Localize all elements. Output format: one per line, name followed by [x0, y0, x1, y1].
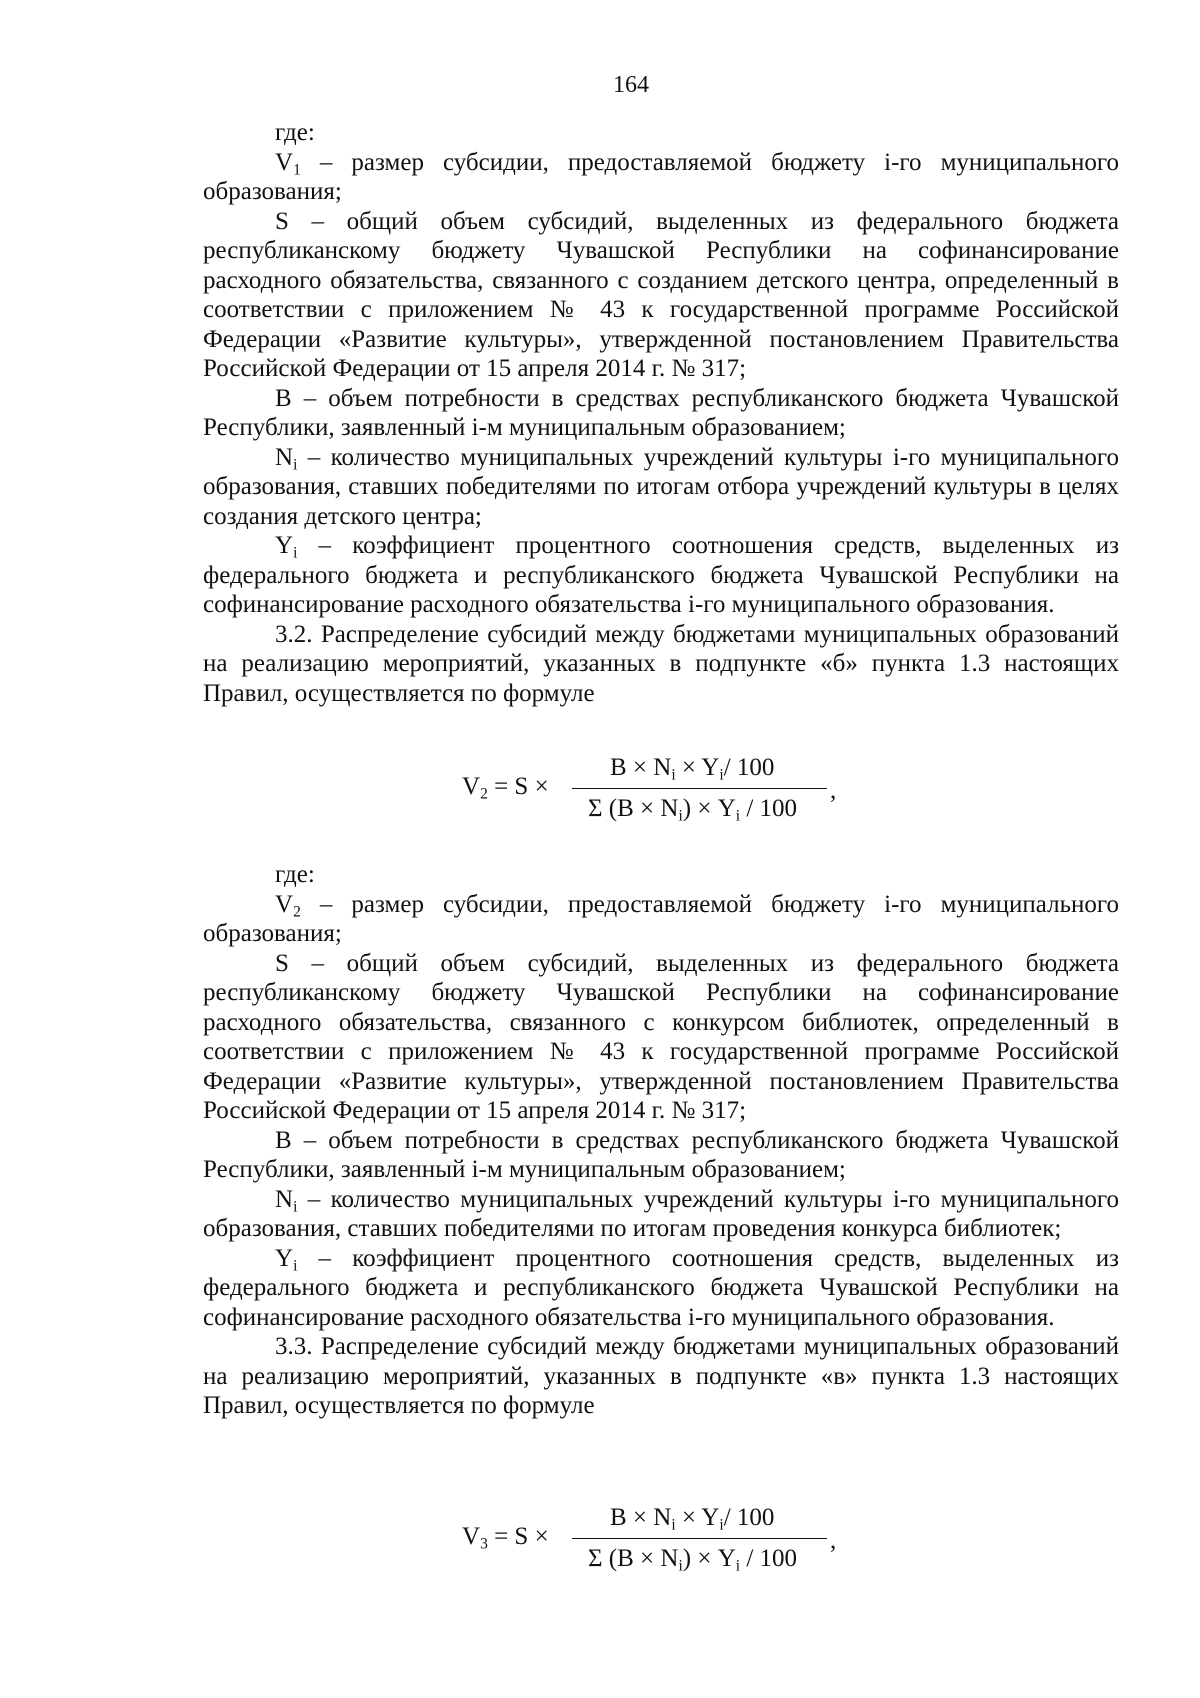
formula-text: B × N [610, 754, 672, 781]
formula-comma: , [830, 777, 837, 804]
symbol-subscript: 2 [293, 902, 301, 920]
formula-lhs [462, 773, 549, 801]
formula-symbol: V [462, 773, 481, 800]
formula-subscript: i [719, 766, 724, 784]
definition-text: – объем потребности в средствах республиканского бюджета Чувашской Республики, заявленный i-м муниципальным образованием; [203, 384, 1119, 441]
formula-text: × Y [675, 1504, 720, 1531]
symbol-subscript: i [293, 1256, 298, 1274]
formula-denominator [588, 1545, 797, 1573]
definition-n [203, 443, 1119, 532]
formula-text: / 100 [740, 1545, 798, 1572]
symbol: V [275, 890, 294, 918]
symbol: V [275, 148, 294, 176]
definition-y [203, 531, 1119, 620]
formula-symbol: V [462, 1523, 481, 1550]
formula-text: Σ (B × N [588, 1545, 679, 1572]
symbol-subscript: i [293, 1197, 298, 1215]
paragraph-3-2: 3.2. Распределение субсидий между бюджетами муниципальных образований на реализацию мероприятий, указанных в подпункте «б» пункта 1.3 настоящих Правил, осуществляется по формуле [203, 620, 1119, 707]
definition-text: – объем потребности в средствах республиканского бюджета Чувашской Республики, заявленный i-м муниципальным образованием; [203, 1126, 1119, 1183]
fraction-bar [572, 788, 827, 789]
formula-denominator [588, 795, 797, 823]
symbol: N [275, 443, 294, 471]
definition-text: – общий объем субсидий, выделенных из федерального бюджета республиканскому бюджету Чувашской Республики на софинансирование расходного обязательства, связанного с созданием детского центра, определенный в соответствии с приложением № 43 к государственной программе Российской Федерации «Развитие культуры», утвержденной постановлением Правительства Российской Федерации от 15 апреля 2014 г. № 317; [203, 207, 1119, 382]
fraction-bar [572, 1538, 827, 1539]
formula-numerator [610, 1504, 774, 1532]
definition-text: – размер субсидии, предоставляемой бюджету i-го муниципального образования; [203, 148, 1119, 205]
definition-text: – коэффициент процентного соотношения средств, выделенных из федерального бюджета и республиканского бюджета Чувашской Республики на софинансирование расходного обязательства i-го муниципального образования. [203, 1244, 1119, 1331]
formula-text: / 100 [723, 1504, 775, 1531]
symbol: Y [275, 1244, 294, 1272]
symbol: B [275, 1126, 292, 1154]
paragraph-3-3: 3.3. Распределение субсидий между бюджетами муниципальных образований на реализацию мероприятий, указанных в подпункте «в» пункта 1.3 настоящих Правил, осуществляется по формуле [203, 1333, 1119, 1419]
formula-subscript: i [678, 807, 683, 825]
where-label: где: [275, 861, 315, 888]
definition-text: – размер субсидии, предоставляемой бюджету i-го муниципального образования; [203, 890, 1119, 947]
symbol: B [275, 384, 292, 412]
definitions-section-2 [203, 860, 1119, 1421]
definition-text: – общий объем субсидий, выделенных из федерального бюджета республиканскому бюджету Чувашской Республики на софинансирование расходного обязательства, связанного с конкурсом библиотек, определенный в соответствии с приложением № 43 к государственной программе Российской Федерации «Развитие культуры», утвержденной постановлением Правительства Российской Федерации от 15 апреля 2014 г. № 317; [203, 949, 1119, 1124]
formula-subscript: 2 [480, 785, 488, 803]
formula-text: Σ (B × N [588, 795, 679, 822]
formula-text: B × N [610, 1504, 672, 1531]
formula-text: / 100 [740, 795, 798, 822]
definition-b [203, 384, 1119, 443]
page-number: 164 [613, 72, 649, 98]
definition-v1 [203, 148, 1119, 207]
formula-numerator [610, 754, 774, 782]
formula-comma: , [830, 1527, 837, 1554]
formula-v3 [0, 1495, 1200, 1581]
formula-text: / 100 [723, 754, 775, 781]
definition-y [203, 1244, 1119, 1333]
formula-v2 [0, 745, 1200, 831]
symbol-subscript: i [293, 455, 298, 473]
symbol-subscript: 1 [293, 160, 301, 178]
formula-subscript: i [719, 1516, 724, 1534]
definition-b [203, 1126, 1119, 1185]
symbol: Y [275, 532, 294, 559]
symbol: N [275, 1185, 294, 1213]
formula-subscript: i [671, 766, 676, 784]
definition-v2 [203, 890, 1119, 949]
definition-text: – количество муниципальных учреждений культуры i-го муниципального образования, ставших победителями по итогам проведения конкурса библиотек; [203, 1185, 1119, 1242]
definition-s [203, 949, 1119, 1126]
formula-subscript: i [735, 1557, 741, 1575]
symbol: S [275, 207, 289, 235]
formula-subscript: i [678, 1557, 683, 1575]
formula-subscript: i [735, 807, 741, 825]
formula-lhs [462, 1523, 549, 1551]
formula-text: ) × Y [682, 1545, 736, 1572]
definition-s [203, 207, 1119, 384]
formula-text: × Y [675, 754, 720, 781]
where-label: где: [275, 119, 315, 146]
symbol: S [275, 949, 289, 977]
formula-subscript: i [671, 1516, 676, 1534]
formula-equals: = S × [487, 773, 549, 800]
formula-subscript: 3 [480, 1535, 488, 1553]
formula-text: ) × Y [682, 795, 736, 822]
definitions-section-1 [203, 118, 1119, 708]
definition-n [203, 1185, 1119, 1244]
definition-text: – коэффициент процентного соотношения средств, выделенных из федерального бюджета и республиканского бюджета Чувашской Республики на софинансирование расходного обязательства i-го муниципального образования. [203, 532, 1119, 618]
symbol-subscript: i [293, 544, 298, 562]
formula-equals: = S × [487, 1523, 549, 1550]
definition-text: – количество муниципальных учреждений культуры i-го муниципального образования, ставших победителями по итогам отбора учреждений культуры в целях создания детского центра; [203, 443, 1119, 530]
